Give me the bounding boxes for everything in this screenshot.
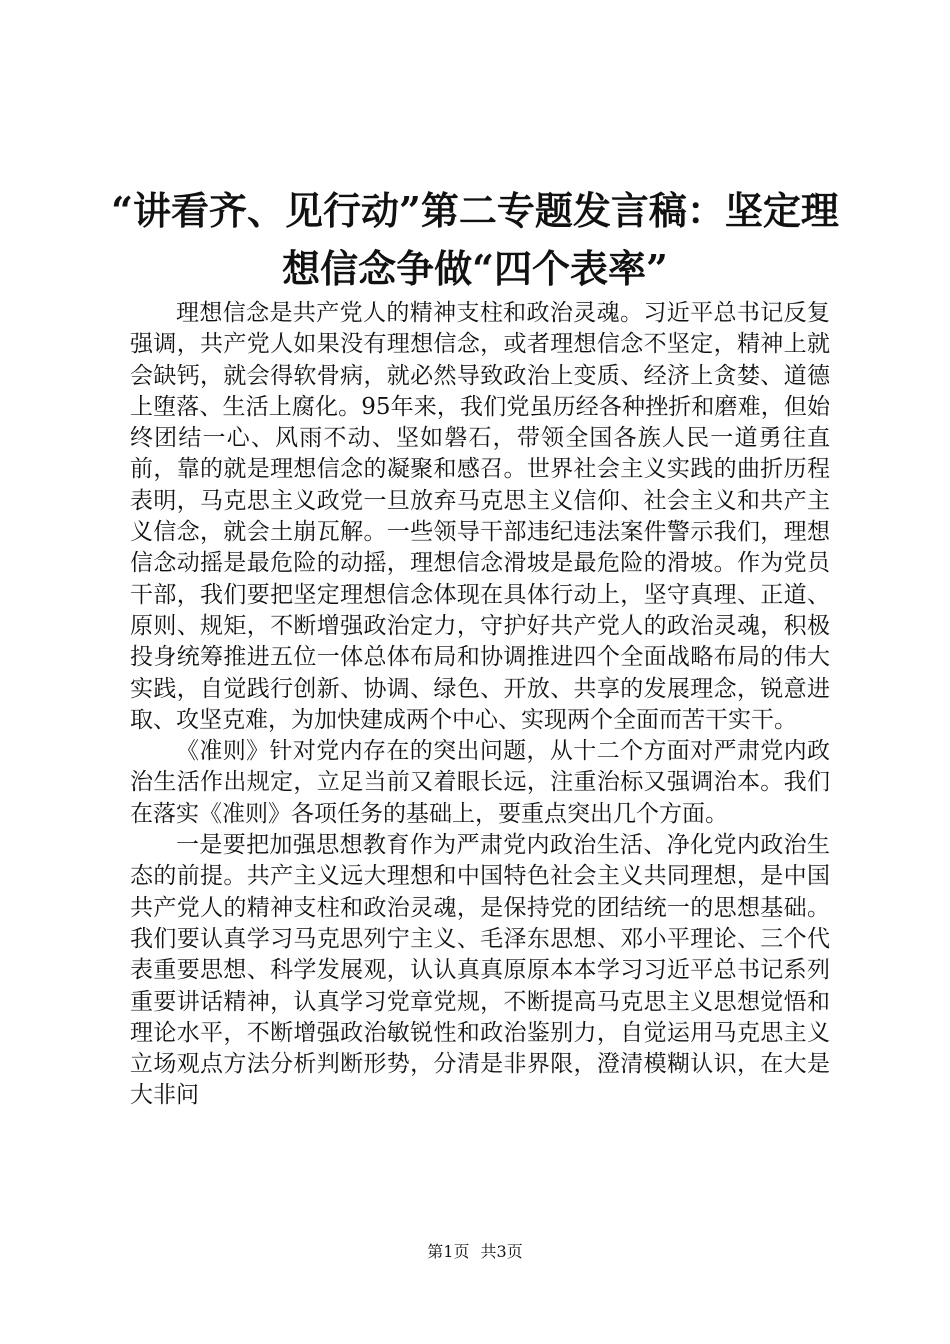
document-body [130,298,830,1112]
page-footer [0,1242,950,1262]
page-total: 共3页 [480,1242,523,1261]
paragraph-1: 理想信念是共产党人的精神支柱和政治灵魂。习近平总书记反复强调，共产党人如果没有理想信念，或者理想信念不坚定，精神上就会缺钙，就会得软骨病，就必然导致政治上变质、经济上贪婪、道德上堕落、生活上腐化。95年来，我们党虽历经各种挫折和磨难，但始终团结一心、风雨不动、坚如磐石，带领全国各族人民一道勇往直前，靠的就是理想信念的凝聚和感召。世界社会主义实践的曲折历程表明，马克思主义政党一旦放弃马克思主义信仰、社会主义和共产主义信念，就会土崩瓦解。一些领导干部违纪违法案件警示我们，理想信念动摇是最危险的动摇，理想信念滑坡是最危险的滑坡。作为党员干部，我们要把坚定理想信念体现在具体行动上，坚守真理、正道、原则、规矩，不断增强政治定力，守护好共产党人的政治灵魂，积极投身统筹推进五位一体总体布局和协调推进四个全面战略布局的伟大实践，自觉践行创新、协调、绿色、开放、共享的发展理念，锐意进取、攻坚克难，为加快建成两个中心、实现两个全面而苦干实干。 [130,300,830,733]
page-number: 第1页 [427,1242,470,1261]
paragraph-2: 《准则》针对党内存在的突出问题，从十二个方面对严肃党内政治生活作出规定，立足当前又着眼长远，注重治标又强调治本。我们在落实《准则》各项任务的基础上，要重点突出几个方面。 [130,738,830,827]
document-title: “讲看齐、见行动”第二专题发言稿：坚定理想信念争做“四个表率” [111,188,839,291]
paragraph-3: 一是要把加强思想教育作为严肃党内政治生活、净化党内政治生态的前提。共产主义远大理想和中国特色社会主义共同理想，是中国共产党人的精神支柱和政治灵魂，是保持党的团结统一的思想基础。我们要认真学习马克思列宁主义、毛泽东思想、邓小平理论、三个代表重要思想、科学发展观，认认真真原原本本学习习近平总书记系列重要讲话精神，认真学习党章党规，不断提高马克思主义思想觉悟和理论水平，不断增强政治敏锐性和政治鉴别力，自觉运用马克思主义立场观点方法分析判断形势，分清是非界限，澄清模糊认识，在大是大非问 [130,832,830,1109]
